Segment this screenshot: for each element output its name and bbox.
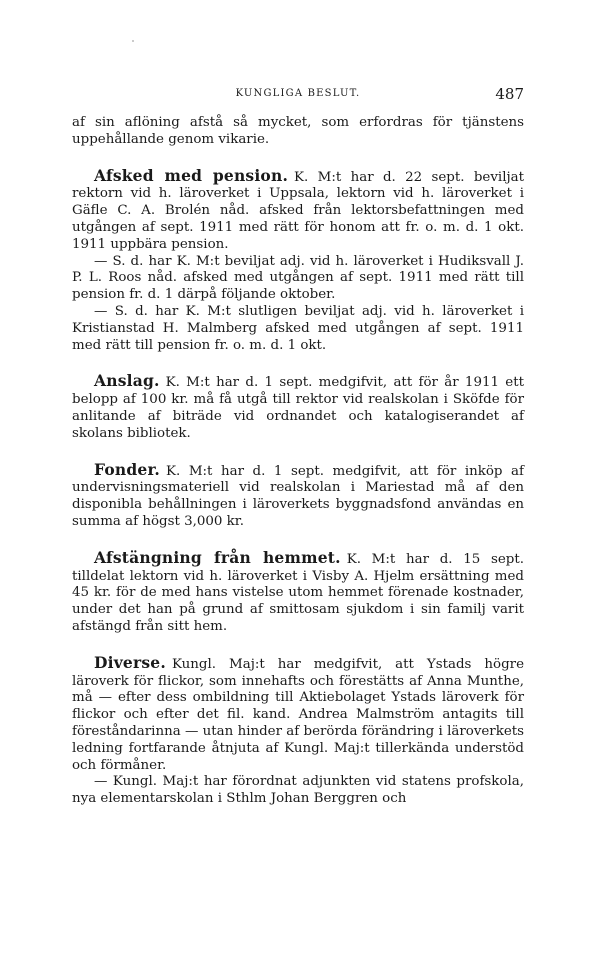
running-header bbox=[72, 85, 524, 105]
section-afsked-paragraph-3: — S. d. har K. M:t slutligen beviljat adj. vid h. läroverket i Kristianstad H. Malmberg afsked med utgången af sept. 1911 med rätt till pension fr. o. m. d. 1 okt. bbox=[72, 303, 524, 353]
section-heading-afsked: Afsked med pension. bbox=[94, 165, 289, 185]
section-afstangning-text: K. M:t har d. 15 sept. tilldelat lektorn vid h. läroverket i Visby A. Hjelm ersättning med 45 kr. för de med hans vistelse utom hemmet förenade kostnader, under det han på grund af smittosam sjukdom i sin familj varit afstängd från sitt hem. bbox=[72, 551, 525, 634]
section-heading-diverse: Diverse. bbox=[94, 652, 166, 672]
section-anslag-paragraph bbox=[72, 373, 524, 442]
intro-paragraph: af sin aflöning afstå så mycket, som erfordras för tjänstens uppehållande genom vikarie. bbox=[72, 115, 524, 147]
section-afsked-text-1: K. M:t har d. 22 sept. beviljat rektorn vid h. läroverket i Uppsala, lektorn vid h. läroverket i Gäfle C. A. Brolén nåd. afsked från lektorsbefattningen med utgången af sept. 1911 med rätt för honom att fr. o. m. d. 1 okt. 1911 uppbära pension. bbox=[72, 169, 524, 252]
page-number: 487 bbox=[495, 85, 524, 103]
section-heading-anslag: Anslag. bbox=[94, 371, 160, 391]
section-heading-fonder: Fonder. bbox=[94, 459, 161, 479]
section-afsked-paragraph-2: — S. d. har K. M:t beviljat adj. vid h. läroverket i Hudiksvall J. P. L. Roos nåd. afsked med utgången af sept. 1911 med rätt till pension fr. d. 1 därpå följande oktober. bbox=[72, 253, 524, 303]
section-heading-afstangning: Afstängning från hemmet. bbox=[94, 547, 341, 567]
body-text bbox=[72, 115, 524, 808]
section-fonder-text: K. M:t har d. 1 sept. medgifvit, att för inköp af undervisningsmateriell vid realskolan i Mariestad må af den disponibla behållningen i läroverkets byggnadsfond användas en summa af högst 3,000 kr. bbox=[72, 463, 524, 529]
header-title: KUNGLIGA BESLUT. bbox=[235, 88, 361, 99]
section-diverse-text-1: Kungl. Maj:t har medgifvit, att Ystads högre läroverk för flickor, som innehafts och förestätts af Anna Munthe, må — efter dess ombildning till Aktiebolaget Ystads läroverk för flickor och efter det fil. kand. Andrea Malmström antagits till föreståndarinna — utan hinder af berörda förändring i läroverkets ledning fortfarande åtnjuta af Kungl. Maj:t tillerkända understöd och förmåner. bbox=[72, 656, 524, 773]
section-diverse-paragraph-1 bbox=[72, 652, 524, 775]
paper-speck bbox=[132, 40, 134, 42]
section-fonder-paragraph bbox=[72, 459, 524, 531]
section-diverse-paragraph-2: — Kungl. Maj:t har förordnat adjunkten vid statens profskola, nya elementarskolan i Sthlm Johan Berggren och bbox=[72, 774, 524, 807]
section-afstangning-paragraph bbox=[72, 547, 525, 636]
section-anslag-text: K. M:t har d. 1 sept. medgifvit, att för år 1911 ett belopp af 100 kr. må få utgå till rektor vid realskolan i Sköfde för anlitande af biträde vid ordnandet och katalogiserandet af skolans bibliotek. bbox=[72, 375, 524, 441]
section-afsked-paragraph-1 bbox=[72, 165, 524, 254]
